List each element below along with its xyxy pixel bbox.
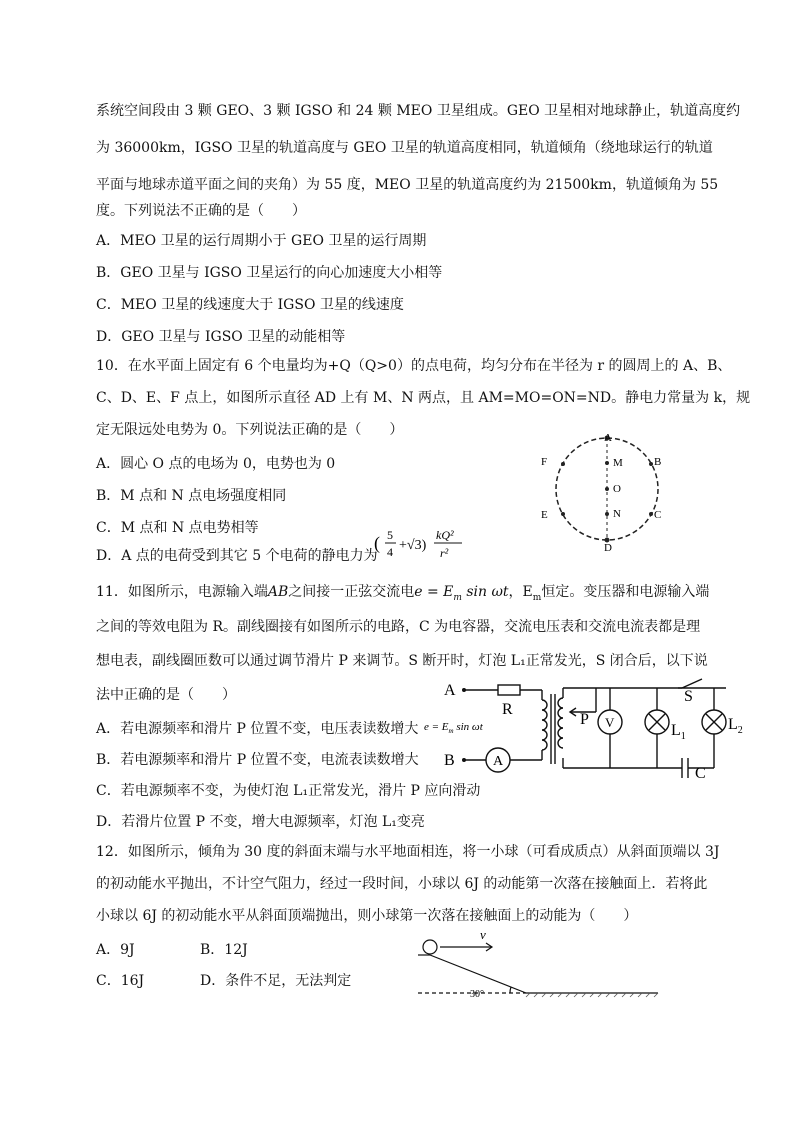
q9-option-a: A．MEO 卫星的运行周期小于 GEO 卫星的运行周期 [96, 233, 427, 249]
q10-formula [372, 522, 468, 564]
svg-text:kQ²: kQ² [436, 528, 454, 542]
voltmeter-label: V [605, 715, 615, 730]
label-o: O [613, 483, 621, 495]
q10-option-c: C．M 点和 N 点电势相等 [96, 520, 259, 536]
q12-line: 小球以 6J 的初动能水平从斜面顶端抛出，则小球第一次落在接触面上的动能为（ ） [96, 908, 638, 924]
label-n: N [613, 508, 621, 520]
emf-label: $e = E_m$ sin ωt [424, 721, 483, 735]
q11-option-b: B．若电源频率和滑片 P 位置不变，电流表读数增大 [96, 752, 419, 768]
q12-incline-figure [410, 925, 665, 1005]
q12-line: 12．如图所示，倾角为 30 度的斜面末端与水平地面相连，将一小球（可看成质点）从斜面顶端以 3J [96, 844, 720, 860]
q10-option-b: B．M 点和 N 点电场强度相同 [96, 488, 287, 504]
lamp-l1-label: $L_1$ [671, 722, 686, 742]
q12-line: 的初动能水平抛出，不计空气阻力，经过一段时间，小球以 6J 的动能第一次落在接触面上．若将此 [96, 876, 708, 892]
label-e: E [541, 509, 548, 521]
resistor-label: R [502, 701, 513, 718]
q10-line: C、D、E、F 点上，如图所示直径 AD 上有 M、N 两点，且 AM=MO=ON=ND。静电力常量为 k，规 [96, 390, 751, 406]
ball [423, 940, 437, 954]
velocity-label: v [480, 927, 486, 942]
q9-line: 系统空间段由 3 颗 GEO、3 颗 IGSO 和 24 颗 MEO 卫星组成。GEO 卫星相对地球静止，轨道高度约 [96, 103, 741, 119]
q12-option-b: B．12J [200, 942, 248, 958]
ammeter-label: A [493, 754, 504, 769]
q9-line: 度。下列说法不正确的是（ ） [96, 203, 306, 219]
point-n [605, 512, 609, 516]
charge-b [649, 462, 653, 466]
resistor-r [498, 685, 520, 695]
q9-option-b: B．GEO 卫星与 IGSO 卫星运行的向心加速度大小相等 [96, 265, 443, 281]
point-o [605, 487, 609, 491]
secondary-coil [558, 698, 563, 748]
switch-label: S [684, 688, 693, 705]
q10-option-d: D．A 点的电荷受到其它 5 个电荷的静电力为 [96, 548, 378, 564]
q12-option-c: C．16J [96, 973, 145, 989]
q9-option-c: C．MEO 卫星的线速度大于 IGSO 卫星的线速度 [96, 297, 404, 313]
q9-line: 为 36000km，IGSO 卫星的轨道高度与 GEO 卫星的轨道高度相同，轨道倾角（绕地球运行的轨道 [96, 140, 713, 156]
slider-label: P [580, 711, 589, 728]
svg-text:(: ( [374, 533, 380, 553]
svg-text:5: 5 [387, 528, 393, 542]
q11-line: 法中正确的是（ ） [96, 687, 236, 703]
label-c: C [654, 509, 662, 521]
terminal-b-label: B [444, 752, 455, 769]
terminal-a-label: A [444, 682, 456, 699]
label-d: D [604, 542, 612, 554]
q12-option-a: A．9J [96, 942, 135, 958]
switch-s [682, 679, 702, 688]
q10-line: 10．在水平面上固定有 6 个电量均为+Q（Q>0）的点电荷，均匀分布在半径为 r 的圆周上的 A、B、 [96, 358, 732, 374]
q12-option-d: D．条件不足，无法判定 [200, 973, 352, 989]
q9-option-d: D．GEO 卫星与 IGSO 卫星的动能相等 [96, 329, 346, 345]
q11-option-c: C．若电源频率不变，为使灯泡 L₁正常发光，滑片 P 应向滑动 [96, 783, 481, 799]
label-a: A [604, 432, 612, 444]
q9-line: 平面与地球赤道平面之间的夹角）为 55 度，MEO 卫星的轨道高度约为 21500km，轨道倾角为 55 [96, 177, 719, 193]
capacitor-label: C [695, 765, 706, 782]
svg-text:r²: r² [440, 546, 449, 560]
q11-circuit-figure [420, 676, 760, 784]
charge-f [561, 462, 565, 466]
primary-coil [542, 700, 547, 750]
svg-text:4: 4 [387, 545, 393, 559]
q11-option-d: D．若滑片位置 P 不变，增大电源频率，灯泡 L₁变亮 [96, 814, 425, 830]
q11-line: 想电表，副线圈匝数可以通过调节滑片 P 来调节。S 断开时，灯泡 L₁正常发光，S 闭合后，以下说 [96, 653, 708, 669]
q10-circle-figure [530, 428, 670, 556]
q11-line: 之间的等效电阻为 R。副线圈接有如图所示的电路，C 为电容器，交流电压表和交流电流表都是理 [96, 619, 701, 635]
q10-option-a: A．圆心 O 点的电场为 0，电势也为 0 [96, 456, 336, 472]
q10-line: 定无限远处电势为 0。下列说法正确的是（ ） [96, 422, 404, 438]
label-m: M [613, 457, 623, 469]
q11-option-a: A．若电源频率和滑片 P 位置不变，电压表读数增大 [96, 721, 419, 737]
lamp-l2-label: $L_2$ [728, 716, 743, 736]
point-m [605, 461, 609, 465]
svg-text:+√3): +√3) [399, 538, 427, 553]
q11-line: 11．如图所示，电源输入端AB之间接一正弦交流电$e = E_m$ sin ωt，$E_m$恒定。变压器和电源输入端 [96, 584, 710, 603]
charge-c [649, 512, 653, 516]
charge-e [561, 512, 565, 516]
label-b: B [654, 456, 662, 468]
angle-label: 30° [470, 989, 484, 1000]
incline-surface [430, 955, 526, 993]
label-f: F [541, 456, 548, 468]
